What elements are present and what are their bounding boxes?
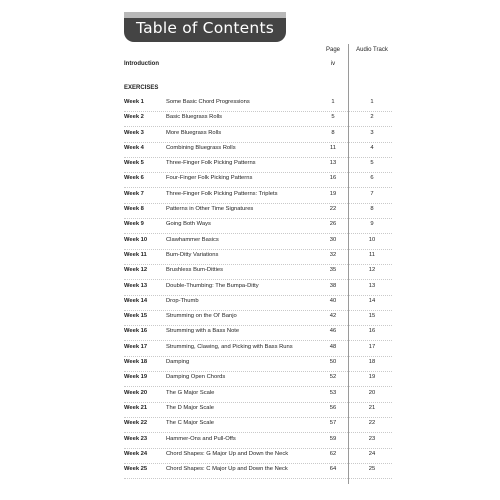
toc-entry[interactable] bbox=[0, 402, 500, 417]
toc-entry[interactable] bbox=[0, 371, 500, 386]
entry-audio-track: 15 bbox=[368, 313, 376, 320]
entry-page: 52 bbox=[329, 374, 337, 381]
entry-audio-track: 2 bbox=[370, 114, 374, 121]
week-number: Week 10 bbox=[124, 236, 148, 243]
toc-entry[interactable] bbox=[0, 448, 500, 463]
entry-audio-track: 3 bbox=[370, 129, 374, 136]
entry-audio-track: 13 bbox=[368, 282, 376, 289]
entry-page: 64 bbox=[329, 466, 337, 473]
entry-audio-track: 6 bbox=[370, 175, 374, 182]
entry-audio-track: 21 bbox=[368, 404, 376, 411]
entry-title: Brushless Bum-Ditties bbox=[166, 267, 224, 274]
entry-page: 38 bbox=[329, 282, 337, 289]
entry-page: 53 bbox=[329, 389, 337, 396]
entry-audio-track: 12 bbox=[368, 267, 376, 274]
entry-page: 5 bbox=[331, 114, 335, 121]
entry-audio-track: 4 bbox=[370, 144, 374, 151]
week-number: Week 1 bbox=[124, 99, 144, 105]
week-number: Week 17 bbox=[124, 343, 148, 350]
entry-page: 62 bbox=[329, 450, 337, 457]
entry-title: The G Major Scale bbox=[166, 389, 215, 396]
entry-title: Strumming on the Ol' Banjo bbox=[166, 313, 237, 320]
entry-title: Double-Thumbing: The Bumpa-Ditty bbox=[166, 282, 259, 289]
week-number: Week 12 bbox=[124, 267, 148, 274]
entry-title: Drop-Thumb bbox=[166, 297, 199, 304]
entry-title: Patterns in Other Time Signatures bbox=[166, 206, 254, 213]
entry-audio-track: 20 bbox=[368, 389, 376, 396]
toc-entry[interactable] bbox=[0, 310, 500, 325]
entry-title: Combining Bluegrass Rolls bbox=[166, 144, 236, 151]
entry-title: Bum-Ditty Variations bbox=[166, 251, 219, 258]
toc-entry[interactable] bbox=[0, 249, 500, 264]
week-number: Week 2 bbox=[124, 114, 144, 121]
week-number: Week 13 bbox=[124, 282, 148, 289]
toc-entry-list bbox=[0, 96, 500, 478]
entry-page: 16 bbox=[329, 175, 337, 182]
entry-audio-track: 1 bbox=[370, 99, 374, 105]
week-number: Week 19 bbox=[124, 374, 148, 381]
toc-entry[interactable] bbox=[0, 325, 500, 340]
entry-audio-track: 23 bbox=[368, 435, 376, 442]
entry-page: 1 bbox=[331, 99, 335, 105]
toc-entry[interactable] bbox=[0, 218, 500, 233]
entry-audio-track: 14 bbox=[368, 297, 376, 304]
entry-title: More Bluegrass Rolls bbox=[166, 129, 222, 136]
entry-audio-track: 7 bbox=[370, 190, 374, 197]
entry-title: Damping Open Chords bbox=[166, 374, 226, 381]
week-number: Week 9 bbox=[124, 221, 144, 228]
toc-entry[interactable] bbox=[0, 127, 500, 142]
entry-page: 35 bbox=[329, 267, 337, 274]
week-number: Week 22 bbox=[124, 420, 148, 427]
introduction-label[interactable]: Introduction bbox=[124, 61, 159, 67]
entry-title: Clawhammer Basics bbox=[166, 236, 219, 243]
entry-audio-track: 17 bbox=[368, 343, 376, 350]
entry-title: Three-Finger Folk Picking Patterns bbox=[166, 160, 256, 167]
entry-title: The D Major Scale bbox=[166, 404, 215, 411]
entry-page: 48 bbox=[329, 343, 337, 350]
entry-page: 46 bbox=[329, 328, 337, 335]
entry-page: 57 bbox=[329, 420, 337, 427]
entry-audio-track: 24 bbox=[368, 450, 376, 457]
week-number: Week 11 bbox=[124, 251, 147, 258]
entry-page: 50 bbox=[329, 359, 337, 366]
entry-page: 32 bbox=[329, 251, 337, 258]
week-number: Week 7 bbox=[124, 190, 144, 197]
week-number: Week 24 bbox=[124, 450, 148, 457]
entry-page: 59 bbox=[329, 435, 337, 442]
entry-title: Four-Finger Folk Picking Patterns bbox=[166, 175, 253, 182]
toc-entry[interactable] bbox=[0, 172, 500, 187]
toc-entry[interactable] bbox=[0, 234, 500, 249]
toc-entry[interactable] bbox=[0, 387, 500, 402]
entry-audio-track: 8 bbox=[370, 206, 374, 213]
toc-entry[interactable] bbox=[0, 96, 500, 111]
entry-title: Chord Shapes: G Major Up and Down the Neck bbox=[166, 450, 289, 457]
introduction-page: iv bbox=[330, 61, 336, 67]
entry-title: Strumming with a Bass Note bbox=[166, 328, 240, 335]
week-number: Week 23 bbox=[124, 435, 148, 442]
week-number: Week 14 bbox=[124, 297, 148, 304]
toc-entry[interactable] bbox=[0, 203, 500, 218]
week-number: Week 5 bbox=[124, 160, 144, 167]
entry-page: 30 bbox=[329, 236, 337, 243]
toc-entry[interactable] bbox=[0, 463, 500, 478]
week-number: Week 20 bbox=[124, 389, 148, 396]
week-number: Week 25 bbox=[124, 466, 148, 473]
entry-audio-track: 16 bbox=[368, 328, 376, 335]
entry-audio-track: 18 bbox=[368, 359, 376, 366]
entry-title: Hammer-Ons and Pull-Offs bbox=[166, 435, 236, 442]
entry-audio-track: 10 bbox=[368, 236, 376, 243]
toc-header-banner bbox=[124, 18, 286, 42]
row-divider bbox=[124, 478, 392, 479]
entry-title: Three-Finger Folk Picking Patterns: Triplets bbox=[166, 190, 278, 197]
week-number: Week 15 bbox=[124, 313, 148, 320]
entry-audio-track: 22 bbox=[368, 420, 376, 427]
entry-audio-track: 9 bbox=[370, 221, 374, 228]
audio-track-column-header: Audio Track bbox=[356, 47, 388, 53]
toc-entry[interactable] bbox=[0, 280, 500, 295]
entry-audio-track: 11 bbox=[368, 251, 376, 258]
entry-title: Damping bbox=[166, 359, 190, 366]
entry-page: 13 bbox=[329, 160, 337, 167]
entry-title: Chord Shapes: C Major Up and Down the Neck bbox=[166, 466, 288, 473]
week-number: Week 6 bbox=[124, 175, 144, 182]
entry-audio-track: 5 bbox=[370, 160, 374, 167]
toc-entry[interactable] bbox=[0, 111, 500, 126]
entry-page: 19 bbox=[329, 190, 337, 197]
toc-entry[interactable] bbox=[0, 356, 500, 371]
toc-entry[interactable] bbox=[0, 341, 500, 356]
entry-page: 22 bbox=[329, 206, 337, 213]
entry-audio-track: 25 bbox=[368, 466, 376, 473]
entry-page: 26 bbox=[329, 221, 337, 228]
week-number: Week 8 bbox=[124, 206, 144, 213]
week-number: Week 3 bbox=[124, 129, 144, 136]
toc-entry[interactable] bbox=[0, 433, 500, 448]
entry-title: Some Basic Chord Progressions bbox=[166, 99, 250, 105]
entry-title: Strumming, Clawing, and Picking with Bass Runs bbox=[166, 343, 293, 350]
week-number: Week 16 bbox=[124, 328, 148, 335]
entry-page: 40 bbox=[329, 297, 337, 304]
toc-entry[interactable] bbox=[0, 142, 500, 157]
page-column-header: Page bbox=[325, 47, 340, 53]
entry-title: The C Major Scale bbox=[166, 420, 215, 427]
week-number: Week 21 bbox=[124, 404, 148, 411]
entry-page: 8 bbox=[331, 129, 335, 136]
entry-title: Basic Bluegrass Rolls bbox=[166, 114, 223, 121]
week-number: Week 4 bbox=[124, 144, 144, 151]
entry-page: 11 bbox=[329, 144, 337, 151]
entry-title: Going Both Ways bbox=[166, 221, 211, 228]
entry-page: 42 bbox=[329, 313, 337, 320]
toc-entry[interactable] bbox=[0, 188, 500, 203]
section-heading: EXERCISES bbox=[124, 85, 159, 91]
entry-audio-track: 19 bbox=[368, 374, 376, 381]
toc-entry[interactable] bbox=[0, 417, 500, 432]
toc-entry[interactable] bbox=[0, 157, 500, 172]
page-title: Table of Contents bbox=[136, 19, 274, 37]
week-number: Week 18 bbox=[124, 359, 148, 366]
toc-entry[interactable] bbox=[0, 264, 500, 279]
toc-entry[interactable] bbox=[0, 295, 500, 310]
entry-page: 56 bbox=[329, 404, 337, 411]
